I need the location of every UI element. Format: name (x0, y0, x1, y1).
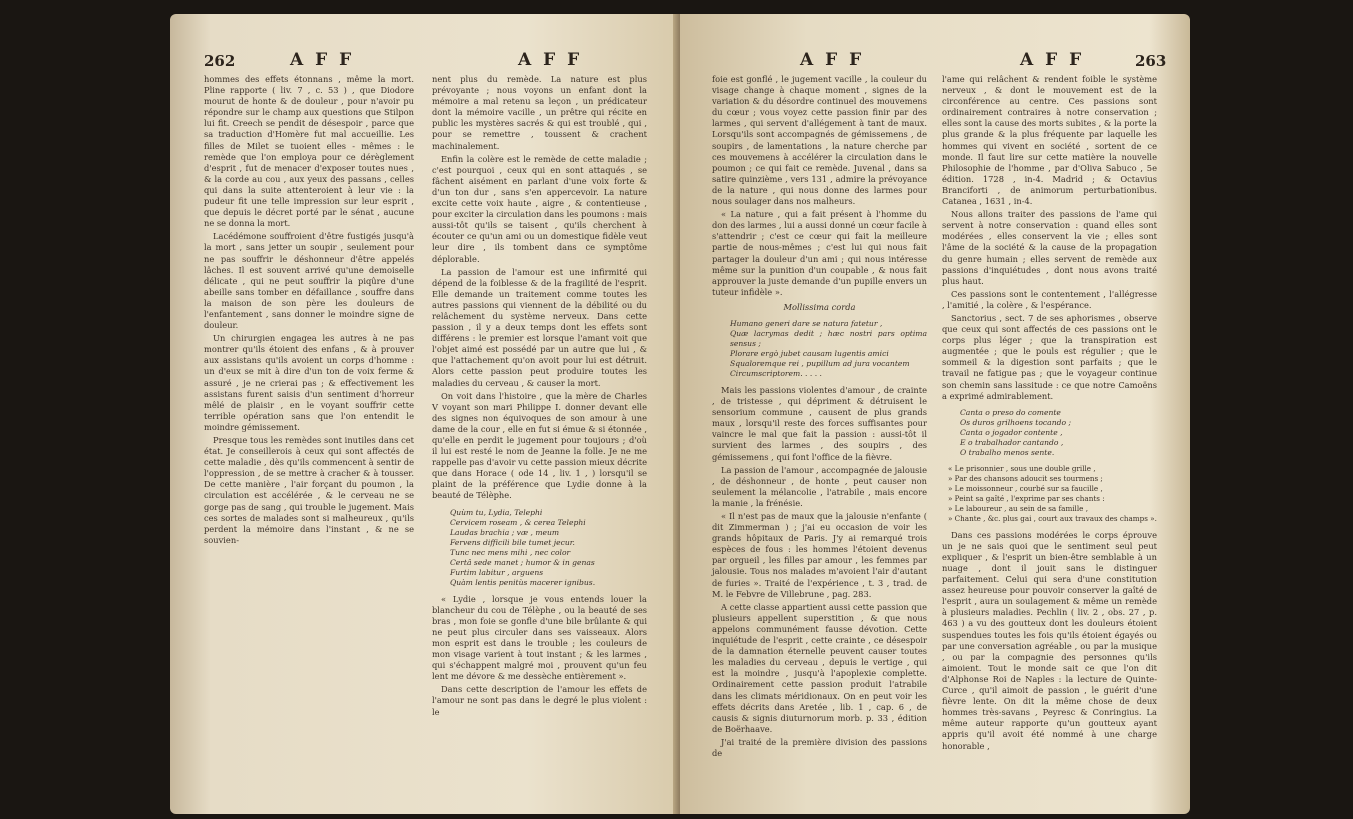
verse-line: Certâ sede manet ; humor & in genas (450, 557, 595, 567)
right-column-1 (712, 74, 927, 761)
running-head-left-2: A F F (518, 50, 583, 70)
verse-line: » Peint sa gaîté , l'exprime par ses chants : (948, 493, 1105, 503)
paragraph: Dans ces passions modérées le corps éprouve un je ne sais quoi que le sentiment seul peut expliquer , & l'esprit un bien-être semblable à un nuage , dont il jouit sans le distinguer parfaitement. Celui qui sera d'une constitution assez heureuse pour pouvoir conserver la gaîté de l'esprit , aura un soulagement & même un remède à plusieurs maladies. Pechlin ( liv. 2 , obs. 27 , p. 463 ) a vu des goutteux dont les douleurs étoient suspendues toutes les fois qu'ils étoient égayés ou par une conversation agréable , ou par la musique , ou par la compagnie des personnes qu'ils aimoient. Tout le monde sait ce que l'on dit d'Alphonse Roi de Naples : la lecture de Quinte-Curce , qu'il aimoit de passion , le guérit d'une fièvre lente. On dit la même chose de deux hommes très-savans , Peyresc & Conringius. La même auteur rapporte qu'un goutteux ayant appris qu'il avoit été nommé à une charge honorable , (942, 529, 1157, 751)
paragraph: On voit dans l'histoire , que la mère de Charles V voyant son mari Philippe I. donner devant elle des signes non équivoques de son amour à une dame de la cour , elle en fut si émue & si étonnée , qu'elle en perdit le jugement pour toujours ; d'où il lui est resté le nom de Jeanne la folle. Je ne me rappelle pas d'avoir vu cette passion mieux décrite que dans Horace ( ode 14 , liv. 1 , ) lorsqu'il se plaint de la préférence que Lydie donne à la beauté de Télèphe. (432, 390, 647, 501)
running-head-right-1: A F F (800, 50, 865, 70)
verse-line: Humano generi dare se natura fatetur , (730, 318, 883, 328)
paragraph: Enfin la colère est le remède de cette maladie ; c'est pourquoi , ceux qui en sont attaqués , se fâchent aisément en parlant d'une voix forte & d'un ton dur , sans s'en appercevoir. La nature excite cette voix haute , aigre , & contentieuse , pour exciter la circulation dans les poumons : mais aussi-tôt qu'ils se taisent , qu'ils cherchent à écouter ce qu'un ami ou un domestique fidèle veut leur dire , ils tombent dans ce symptôme déplorable. (432, 153, 647, 264)
left-page (170, 14, 680, 814)
french-verse-translation (948, 464, 1157, 524)
verse-title: Mollissima corda (783, 301, 856, 312)
right-column-2 (942, 74, 1157, 754)
paragraph: « Il n'est pas de maux que la jalousie n'enfante ( dit Zimmerman ) ; j'ai eu occasion de voir les grands hôpitaux de Paris. J'y ai remarqué trois espèces de fous : les hommes l'étoient devenus par orgueil , les filles par amour , les femmes par jalousie. Tous nos malades m'avoient l'air d'autant de furies ». Traité de l'expérience , t. 3 , trad. de M. le Febvre de Villebrune , pag. 283. (712, 511, 927, 599)
verse-line: Fervens difficili bile tumet jecur. (450, 537, 575, 547)
running-head-left-1: A F F (290, 50, 355, 70)
latin-verse (450, 508, 647, 588)
verse-line: Cervicem roseam , & cerea Telephi (450, 517, 586, 527)
open-book (170, 14, 1190, 814)
verse-line: Quæ lacrymas dedit ; hæc nostri pars optima sensus ; (730, 328, 927, 348)
portuguese-verse (960, 408, 1157, 458)
verse-line: « Le prisonnier , sous une double grille , (948, 463, 1096, 473)
paragraph: Lacédémone souffroient d'être fustigés jusqu'à la mort , sans jetter un soupir , seulement pour ne pas souffrir le déshonneur d'être appelés lâches. Il est souvent arrivé qu'une demoiselle délicate , qui ne peut souffrir la piqûre d'une abeille sans tomber en défaillance , souffre dans la maison de son père les douleurs de l'enfantement , sans donner le moindre signe de douleur. (204, 231, 414, 331)
verse-line: » Le laboureur , au sein de sa famille , (948, 503, 1088, 513)
paragraph: La passion de l'amour est une infirmité qui dépend de la foiblesse & de la fragilité de l'esprit. Elle demande un traitement comme toutes les autres passions qui viennent de la débilité ou du relâchement du système nerveux. Dans cette passion , il y a deux temps dont les effets sont différens : le premier est lorsque l'amant voit que l'objet aimé est possédé par un autre que lui , & que l'attachement qu'on avoit pour lui est détruit. Alors cette passion peut produire toutes les maladies du cerveau , & causer la mort. (432, 266, 647, 388)
paragraph: A cette classe appartient aussi cette passion que plusieurs appellent superstition , & que nous appelons communément fausse dévotion. Cette inquiétude de l'esprit , cette crainte , ce désespoir de la damnation éternelle peuvent causer toutes les maladies du cerveau , depuis le vertige , qui est la moindre , jusqu'à l'apoplexie complette. Ordinairement cette passion produit l'atrabile dans les climats méridionaux. On en peut voir les effets décrits dans Aretée , lib. 1 , cap. 6 , de causis & signis diuturnorum morb. p. 33 , édition de Boërhaave. (712, 601, 927, 734)
verse-line: » Le moissonneur , courbé sur sa faucille , (948, 483, 1103, 493)
paragraph: hommes des effets étonnans , même la mort. Pline rapporte ( liv. 7 , c. 53 ) , que Diodore mourut de honte & de douleur , pour n'avoir pu répondre sur le champ aux questions que Stilpon lui fit. Creech se pendit de désespoir , parce que sa traduction d'Homère fut mal accueillie. Les filles de Milet se tuoient elles - mêmes : le remède que l'on employa pour ce dérèglement d'esprit , fut de menacer d'exposer toutes nues , & la corde au cou , aux yeux des passans , celles qui dans la suite attenteroient à leur vie : la pudeur fit une telle impression sur leur esprit , que depuis le décret porté par le sénat , aucune ne se donna la mort. (204, 74, 414, 229)
paragraph: nent plus du remède. La nature est plus prévoyante ; nous voyons un enfant dont la mémoire a mal retenu sa leçon , un prédicateur dont la mémoire vacille , un prêtre qui récite en public les mystères sacrés & qui est troublé , qui , pour se remettre , toussent & crachent machinalement. (432, 74, 647, 151)
right-page (680, 14, 1190, 814)
verse-line: Plorare ergò jubet causam lugentis amici (730, 348, 889, 358)
latin-verse (730, 319, 927, 379)
verse-line: Os duros grilhoens tocando ; (960, 417, 1072, 427)
verse-line: E o trabalhador cantando , (960, 437, 1064, 447)
page-number-left: 262 (204, 52, 236, 70)
paragraph: Dans cette description de l'amour les effets de l'amour ne sont pas dans le degré le plus violent : le (432, 684, 647, 717)
page-number-right: 263 (1135, 52, 1167, 70)
verse-line: Canta o jogador contente , (960, 427, 1063, 437)
paragraph: Sanctorius , sect. 7 de ses aphorismes , observe que ceux qui sont affectés de ces passions ont le corps plus léger ; que la transpiration est augmentée ; que le pouls est régulier ; que le sommeil & la digestion sont parfaits ; que le travail ne fatigue pas ; que le voyageur continue son chemin sans lassitude : ce que notre Camoëns a exprimé admirablement. (942, 312, 1157, 401)
verse-line: Quùm tu, Lydia, Telephi (450, 507, 543, 517)
paragraph: La passion de l'amour , accompagnée de jalousie , de déshonneur , de honte , peut causer non seulement la mélancolie , l'atrabile , mais encore la manie , la frénésie. (712, 464, 927, 508)
paragraph: Mais les passions violentes d'amour , de crainte , de tristesse , qui dépriment & détruisent le sensorium commune , causent de plus grands maux , lorsqu'il reste des forces suffisantes pour vaincre le mal que fait la passion : aussi-tôt il survient des larmes , des soupirs , des gémissemens , qui font l'office de la fièvre. (712, 384, 927, 462)
paragraph: J'ai traité de la première division des passions de (712, 736, 927, 758)
left-column-1 (204, 74, 414, 548)
paragraph: Un chirurgien engagea les autres à ne pas montrer qu'ils étoient des enfans , & à prouver aux assistans qu'ils avoient un corps d'homme : un d'eux se mit à dire d'un ton de voix ferme & assuré , je ne crierai pas ; & effectivement les assistans furent saisis d'un sentiment d'horreur mêlé de plaisir , en le voyant souffrir cette terrible opération sans que l'on entendit le moindre gémissement. (204, 333, 414, 432)
running-head-right-2: A F F (1020, 50, 1085, 70)
left-column-2 (432, 74, 647, 720)
paragraph: « La nature , qui a fait présent à l'homme du don des larmes , lui a aussi donné un cœur facile à s'attendrir ; c'est ce cœur qui fait la meilleure partie de nous-mêmes ; c'est lui qui nous fait partager la douleur d'un ami ; qui nous intéresse même sur la punition d'un coupable , & nous fait approuver la juste demande d'un pupille envers un tuteur infidèle ». (712, 209, 927, 297)
verse-line: Tunc nec mens mihi , nec color (450, 547, 571, 557)
verse-line: Canta o preso do comente (960, 407, 1061, 417)
verse-line: Laudas brachia ; væ , meum (450, 527, 560, 537)
verse-line: O trabalho menos sente. (960, 447, 1055, 457)
paragraph: l'ame qui relâchent & rendent foible le système nerveux , & dont le mouvement est de la circonférence au centre. Ces passions sont ordinairement contraires à notre conservation ; elles sont la cause des morts subites , & la porte la plus grande & la plus fréquente par laquelle les hommes qui vivent en société , sortent de ce monde. Il faut lire sur cette matière la nouvelle Philosophie de l'homme , par d'Oliva Sabuco , 5e édition. 1728 , in-4. Madrid ; & Octavius Branciforti , de animorum perturbationibus. Catanea , 1631 , in-4. (942, 74, 1157, 207)
verse-line: » Chante , &c. plus gai , court aux travaux des champs ». (948, 513, 1157, 523)
paragraph: Nous allons traiter des passions de l'ame qui servent à notre conservation : quand elles sont modérées , elles conservent la vie ; elles sont l'âme de la société & la cause de la propagation du genre humain ; elles servent de remède aux passions d'inquiétudes , dont nous avons traité plus haut. (942, 209, 1157, 286)
verse-line: Circumscriptorem. . . . . (730, 368, 822, 378)
paragraph: Ces passions sont le contentement , l'allégresse , l'amitié , la colère , & l'espérance. (942, 288, 1157, 310)
verse-line: Quàm lentis penitùs macerer ignibus. (450, 577, 596, 587)
verse-line: Furtim labitur , arguens (450, 567, 544, 577)
verse-line: Squaloremque rei , pupillum ad jura vocantem (730, 358, 910, 368)
paragraph: foie est gonflé , le jugement vacille , la couleur du visage change à chaque moment , signes de la variation & du désordre continuel des mouvemens du cœur ; vous voyez cette passion finir par des larmes , qui servent d'allégement à tant de maux. Lorsqu'ils sont accompagnés de gémissemens , de soupirs , de lamentations , la nature cherche par ces mouvemens à accélérer la circulation dans le poumon ; ce qui fait ce remède. Juvenal , dans sa satire quinzième , vers 131 , admire la prévoyance de la nature , qui nous donne des larmes pour nous soulager dans nos malheurs. (712, 74, 927, 207)
paragraph: Presque tous les remèdes sont inutiles dans cet état. Je conseillerois à ceux qui sont affectés de cette maladie , dès qu'ils commencent à sentir de l'oppression , de se mettre à cracher & à tousser. De cette manière , l'air forçant du poumon , la circulation est accélérée , & le cerveau ne se gorge pas de sang , qui trouble le jugement. Mais ces sortes de malades sont si malheureux , qu'ils perdent la mémoire dans l'instant , & ne se souvien- (204, 435, 414, 545)
paragraph: « Lydie , lorsque je vous entends louer la blancheur du cou de Télèphe , ou la beauté de ses bras , mon foie se gonfle d'une bile brûlante & qui ne peut plus circuler dans ses vaisseaux. Alors mon esprit est dans le trouble ; les couleurs de mon visage varient à tout instant ; & les larmes , qui s'échappent malgré moi , prouvent qu'un feu lent me dévore & me dessèche entièrement ». (432, 593, 647, 682)
verse-line: » Par des chansons adoucit ses tourmens ; (948, 473, 1103, 483)
